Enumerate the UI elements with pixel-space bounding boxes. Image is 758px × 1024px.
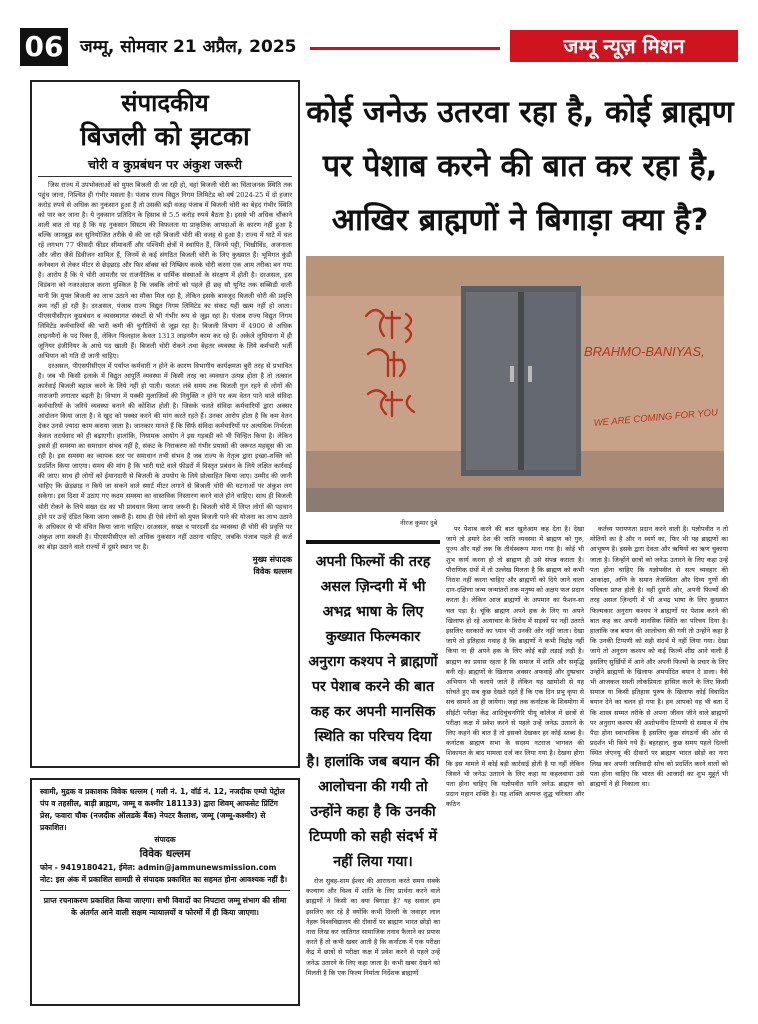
publisher-info: स्वामी, मुद्रक व प्रकाशक विवेक धल्लम ( गली नं. 1, वॉर्ड नं. 12, नजदीक एम्पो पेट्रोल पंप व तहसील, बाड़ी ब्राह्मण, जम्मू व कश्मीर 181133) द्वारा शिवम् आफसेट प्रिंटिंग प्रेस, फवारा चौक (नजदीक ऑलडके बैंक) नेपटर कैलाश, जम्मू (जम्मू-कश्मीर) से प्रकाशित। bbox=[40, 787, 285, 832]
signature-name: विवेक धल्लम bbox=[253, 566, 292, 576]
article-column bbox=[590, 524, 728, 1004]
header-rule bbox=[310, 47, 500, 50]
editorial-subtitle: चोरी व कुप्रबंधन पर अंकुश जरूरी bbox=[38, 156, 292, 177]
article-column bbox=[306, 876, 440, 1006]
contact-info: फोन - 9419180421, ईमेल: admin@jammunewsmission.com bbox=[40, 863, 277, 872]
wall-graffiti-image bbox=[306, 256, 724, 512]
editorial-box bbox=[30, 80, 300, 768]
editorial-heading: संपादकीय bbox=[121, 89, 209, 117]
pull-quote-rule bbox=[306, 540, 440, 544]
editorial-paragraph: जिस राज्य में उपभोक्ताओं को मुफ्त बिजली दी जा रही हो, वहां बिजली चोरी का चिंताजनक स्थिति तक पहुंच जाना, निश्चित ही गंभीर मसला है। पंजाब राज्य विद्युत निगम लिमिटेड को वर्ष 2024-25 में दो हजार करोड़ रुपये से अधिक का नुकसान हुआ है तो उसकी बड़ी वजह पंजाब में बिजली चोरी का बेहद गंभीर स्थिति को पार कर जाना है। ये नुकसान प्रतिदिन के हिसाब से 5.5 करोड़ रुपये बैठता है। इससे भी अधिक चौंकाने वाली बात तो यह है कि यह नुकसान सिस्टम की विफलता या प्राकृतिक आपदाओं के कारण नहीं हुआ है बल्कि जानबूझ कर सुनियोजित तरीके से की जा रही बिजली चोरी की वजह से हुआ है। राज्य में घाटे में चल रहे लगभग 77 फीसदी फीडर सीमावर्ती और पश्चिमी क्षेत्रों में स्थापित हैं, जिनमें पट्टी, भिखीविंड, अजनाला और जीरा जैसे डिवीजन शामिल हैं, जिनमें से कई संगठित बिजली चोरी के लिए कुख्यात हैं। भूमिगत कुंडी कनेक्शन से लेकर मीटर से छेड़छाड़ और फिर बॉक्स को निष्क्रिय करके चोरी करना एक आम तरीका बन गया है। आरोप है कि ये चोरी आमतौर पर राजनीतिक व धार्मिक संस्थाओं के संरक्षण में होती है। दरअसल, इस विडंबना को नजरअंदाज करना मुश्किल है कि जबकि लोगों को पहले ही छह सौ यूनिट तक सब्सिडी वाली यानी कि मुफ्त बिजली का लाभ उठाने का मौका मिल रहा है, लेकिन इसके बावजूद बिजली चोरी की प्रवृत्ति कम नहीं हो रही है। दरअसल, पंजाब राज्य विद्युत निगम लिमिटेड का संकट यहीं खत्म नहीं हो जाता। पीएसपीसीएल कुप्रबंधन व व्यवस्थागत संकटों से भी गंभीर रूप से जूझ रहा है। पंजाब राज्य विद्युत निगम लिमिटेड कर्मचारियों की भारी कमी की चुनौतियों से जूझ रहा है। बिजली विभाग में 4900 से अधिक लाइनमैनों के पद रिक्त हैं, लेकिन फिलहाल केवल 1313 लाइनमैन काम कर रहे हैं। अकेले लुधियाना में ही जूनियर इंजीनियर के आधे पद खाली हैं। बिजली चोरी रोकने तथा बेहतर व्यवस्था के लिये कर्मचारी भर्ती अभियान को गति दी जानी चाहिए। bbox=[38, 181, 292, 360]
editorial-signature bbox=[38, 554, 292, 578]
editor-name: विवेक धल्लम bbox=[139, 848, 191, 860]
pull-quote bbox=[306, 540, 440, 870]
jurisdiction-note: प्राप्त रचनाकरण प्रकाशित किया जाएगा। सभी विवादों का निपटारा जम्मू संभाग की सीमा के अंतर्गत आने वाली सक्षम न्यायालयों व फोरमों में ही किया जाएगा। bbox=[43, 896, 287, 917]
article-column bbox=[446, 524, 584, 1004]
english-graffiti: WE ARE COMING FOR YOU bbox=[593, 407, 719, 429]
editorial-paragraph: दरअसल, पीएसपीसीएल में पर्याप्त कर्मचारी न होने के कारण विभागीय कार्यक्षमता बुरी तरह से प्रभावित है। जब भी किसी इलाके में विद्युत आपूर्ति व्यवस्था में किसी तरह का व्यवधान उत्पन्न होता है तो तत्काल कार्रवाई बिजली बहाल करने के लिये नहीं हो पाती। फलतः लंबे समय तक बिजली गुल रहने से लोगों की नाराजगी लगातार बढ़ती है। विभाग में पक्की मुलाजिमों की नियुक्ति न होने पर कम वेतन पाने वाले संविदा कर्मचारियों के जरिये व्यवस्था बनाने की कोशिश होती है। जिसके चलते संविदा कर्मचारियों द्वारा अक्सर आंदोलन किया जाता है। वे खुद को पक्का करने की मांग करते रहते हैं। उनका आरोप होता है कि कम वेतन देकर उनसे ज्यादा काम कराया जाता है। जानकार मानते हैं कि सिर्फ संविदा कर्मचारियों पर अत्यधिक निर्भरता केवल तदर्थवाद को ही बढ़ाएगी। हालांकि, नियामक आयोग ने इस गड़बड़ी को भी चिन्हित किया है। लेकिन इससे ही समस्या का समाधान संभव नहीं है, संकट के निराकरण को गंभीर प्रयासों की जरूरत महसूस की जा रही है। इस समस्या का व्यापक स्तर पर समाधान तभी संभव है जब राज्य के नेतृत्व द्वारा इच्छा-शक्ति को प्रदर्शित किया जाएगा। समय की मांग है कि भारी घाटे वाले फीडरों में विस्तृत प्रबंधन के लिये लक्षित कार्रवाई की जाए। साथ ही लोगों को ईमानदारी से बिजली के उपयोग के लिये प्रोत्साहित किया जाए। उम्मीद की जानी चाहिए कि छेड़छाड़ न किये जा सकने वाले स्मार्ट मीटर लगाने से बिजली चोरी की घटनाओं पर अंकुश लग सकेगा। इस दिशा में उठाए गए कदम समस्या का वास्तविक निस्तारण करने वाले होने चाहिए। साथ ही बिजली चोरी रोकने के लिये सख्त दंड का भी प्रावधान किया जाना जरूरी है। बिजली चोरी में लिप्त लोगों की पहचान होने पर उन्हें दंडित किया जाना जरूरी है। साथ ही ऐसे लोगों को मुफ्त बिजली पाने की योजना का लाभ उठाने के अधिकार से भी वंचित किया जाना चाहिए। दरअसल, सख्त व पारदर्शी दंड व्यवस्था ही चोरी की प्रवृत्ति पर अंकुश लगा सकती है। पीएसपीसीएल को अधिक नुकसान नहीं उठाना चाहिए, जबकि पंजाब पहले ही कर्ज का बोझ उठाने वाले राज्यों में दूसरे स्थान पर है। bbox=[38, 361, 292, 551]
byline: नीरज कुमार दुबे bbox=[400, 519, 438, 527]
imprint-box bbox=[30, 778, 300, 1006]
article-text: पर पेशाब करने की बात खुलेआम कह देता है। देखा जाये तो हमारे देश की जाति व्यवस्था में ब्राह्मण को गुरु, पूज्य और यहाँ तक कि तीर्थस्वरूप माना गया है। कोई भी शुभ कार्य करना हो तो ब्राह्मण ही उसे संपन्न कराता है। पौराणिक ग्रंथों में तो उल्लेख मिलता है कि ब्राह्मण को कभी निराश नहीं करना चाहिए और ब्राह्मणों को दिये जाने वाला दान-दक्षिणा जन्म जन्मांतरों तक मनुष्य को अक्षय फल प्रदान करता है। लेकिन आज ब्राह्मणों के अपमान का फैशन-सा चल पड़ा है। चूंकि ब्राह्मण अपने हक के लिए या अपने खिलाफ हो रहे अत्याचार के विरोध में सड़कों पर नहीं उतरते इसलिए सरकारों का ध्यान भी उनकी ओर नहीं जाता। देखा जाये तो इतिहास गवाह है कि ब्राह्मणों ने कभी विद्रोह नहीं किया ना ही अपने हक के लिए कोई बड़ी लड़ाई लड़ी है। ब्राह्मण का प्रयास रहता है कि समाज में शांति और समृद्धि बनी रहे। ब्राह्मणों के खिलाफ अक्सर अफवाहें और दुष्प्रचार अभियान भी चलाये जाते हैं लेकिन यह खामोशी से यह सोचते हुए सब कुछ देखते रहते हैं कि एक दिन प्रभु कृपा से सच सामने आ ही जायेगा। जहां तक कर्नाटक के शिवमोगा में सीईटी परीक्षा केंद्र आदिचुंचनगिरि पीयू कॉलेज में छात्रों से परीक्षा कक्ष में प्रवेश करने से पहले उन्हें जनेऊ उतारने के लिए कहने की बात है तो इसको देखकर हर कोई स्तब्ध है। कर्नाटक ब्राह्मण सभा के सदस्य नटराज भागवत की शिकायत के बाद मामला दर्ज कर लिया गया है। देखना होगा कि इस मामले में कोई बड़ी कार्रवाई होती है या नहीं लेकिन जिसने भी जनेऊ उतारने के लिए कहा या कहलवाया उसे पता होना चाहिए कि यज्ञोपवीत यानि जनेऊ ब्राह्मण को प्रदान महान शक्ति है। यह शक्ति अत्यन्त शुद्ध चरित्रता और कठिन bbox=[446, 525, 584, 809]
pull-quote-text: अपनी फिल्मों की तरह असल ज़िन्दगी में भी अभद्र भाषा के लिए कुख्यात फिल्मकार अनुराग कश्यप ने ब्राह्मणों पर पेशाब करने की बात कह कर अपनी मानसिक स्थिति का परिचय दिया है। हालांकि जब बयान की आलोचना की गयी तो उन्होंने कहा है कि उनकी टिप्पणी को सही संदर्भ में नहीं लिया गया। bbox=[306, 554, 440, 870]
imprint-divider bbox=[40, 890, 290, 891]
masthead: जम्मू न्यूज़ मिशन bbox=[510, 30, 738, 62]
english-graffiti: BRAHMO-BANIYAS, bbox=[584, 344, 705, 359]
news-photo bbox=[306, 256, 724, 512]
page-number: 06 bbox=[20, 28, 68, 66]
editorial-title: बिजली को झटका bbox=[80, 122, 250, 152]
article-headline: कोई जनेऊ उतरवा रहा है, कोई ब्राह्मण पर पेशाब करने की बात कर रहा है, आखिर ब्राह्मणों ने बिगाड़ा क्या है? bbox=[306, 95, 734, 238]
article-text: रोज सुबह-शाम ईश्वर की आराधना करते समय सबके कल्याण और विश्व में शांति के लिए प्रार्थना करने वाले ब्राह्मणों ने किसी का क्या बिगाड़ा है? यह सवाल हम इसलिए कर रहे हैं क्योंकि कभी दिल्ली के जवाहर लाल नेहरू विश्वविद्यालय की दीवारों पर ब्राह्मण भारत छोड़ो का नारा लिख कर जातिगत सामाजिक तनाव फैलाने का प्रयास करते हैं तो कभी खबर आती है कि कर्नाटक में एक परीक्षा केंद्र में छात्रों से परीक्षा कक्ष में प्रवेश करने से पहले उन्हें जनेऊ उतारने के लिए कहा जाता है। कभी खबर देखने को मिलती है कि एक फिल्म निर्माता निर्देशक ब्राह्मणों bbox=[306, 877, 440, 977]
signature-role: मुख्य संपादक bbox=[252, 554, 292, 564]
issue-date: जम्मू, सोमवार 21 अप्रैल, 2025 bbox=[80, 37, 297, 57]
editor-label: संपादक bbox=[154, 835, 176, 844]
editorial-body bbox=[38, 180, 292, 552]
page-header bbox=[20, 28, 738, 68]
disclaimer-note: नोट: इस अंक में प्रकाशित सामग्री से संपादक प्रकाशित का सहमत होना आवश्यक नहीं है। bbox=[40, 875, 288, 884]
article-text: कर्तव्य परायणता प्रदान करने वाली है। यज्ञोपवीत न तो मोतियों का है और न स्वर्ण का, फिर भी यह ब्राह्मणों का आभूषण है। इसके द्वारा देवता और ऋषियों का ऋण चुकाया जाता है। जिन्होंने छात्रों को जनेऊ उतारने के लिए कहा उन्हें पता होना चाहिए कि यज्ञोपवीत से सत्य व्यवहार की आकांक्षा, अग्नि के समान तेजस्विता और दिव्य गुणों की पवित्रता प्राप्त होती है। वहीं दूसरी ओर, अपनी फिल्मों की तरह असल ज़िन्दगी में भी अभद्र भाषा के लिए कुख्यात फिल्मकार अनुराग कश्यप ने ब्राह्मणों पर पेशाब करने की बात कह कर अपनी मानसिक स्थिति का परिचय दिया है। हालांकि जब बयान की आलोचना की गयी तो उन्होंने कहा है कि उनकी टिप्पणी को सही संदर्भ में नहीं लिया गया। देखा जाये तो अनुराग कश्यप को कई फिल्में शीघ्र आने वाली हैं इसलिए सुर्खियों में आने और अपनी फिल्मों के प्रचार के लिए उन्होंने ब्राह्मणों के खिलाफ अमर्यादित बयान दे डाला। वैसे भी आजकल सस्ती लोकप्रियता हासिल करने के लिए किसी समाज या किसी इतिहास पुरुष के खिलाफ कोई विवादित बयान देने का चलन हो गया है। हम आपको यह भी बता दें कि शास्त्र सम्मत तरीके से अपना जीवन जीने वाले ब्राह्मणों पर अनुराग कश्यप की अशोभनीय टिप्पणी से समाज में रोष पैदा होना स्वाभाविक है इसलिए कुछ संगठनों की ओर से प्रदर्शन भी किये गये हैं। बहरहाल, कुछ समय पहले दिल्ली स्थित जेएनयू की दीवारों पर ब्राह्मण भारत छोड़ो का नारा लिख कर अपनी जातिवादी सोच को प्रदर्शित करने वालों को पता होना चाहिए कि भारत की आजादी का शुभ मुहूर्त भी ब्राह्मणों ने ही निकाला था। bbox=[590, 525, 728, 789]
